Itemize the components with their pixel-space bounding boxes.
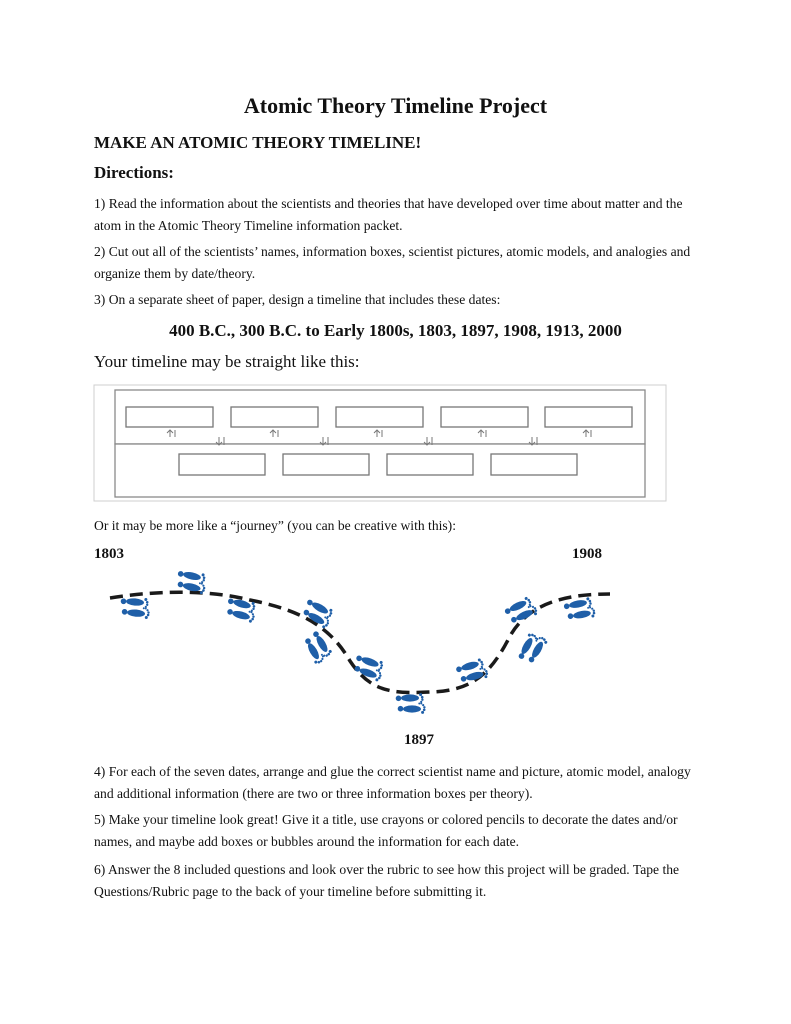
footprints-icon bbox=[396, 693, 426, 714]
timeline-dates: 400 B.C., 300 B.C. to Early 1800s, 1803, 1897, 1908, 1913, 2000 bbox=[169, 321, 622, 340]
step-3: 3) On a separate sheet of paper, design a timeline that includes these dates: bbox=[94, 292, 501, 307]
page-title: Atomic Theory Timeline Project bbox=[243, 93, 548, 118]
step-2: 2) Cut out all of the scientists’ names, information boxes, scientist pictures, atomic models, and analogies and organize them by date/theory. bbox=[94, 244, 691, 281]
journey-timeline-caption: Or it may be more like a “journey” (you can be creative with this): bbox=[94, 518, 456, 533]
step-5: 5) Make your timeline look great! Give it a title, use crayons or colored pencils to decorate the dates and/or names, and maybe add boxes or bubbles around the information for each date. bbox=[94, 812, 678, 849]
timeline-box bbox=[126, 407, 213, 427]
step-4: 4) For each of the seven dates, arrange and glue the correct scientist name and picture, atomic model, analogy and additional information (there are two or three information boxes per theory). bbox=[94, 764, 691, 801]
timeline-box bbox=[491, 454, 577, 475]
journey-year-start: 1803 bbox=[94, 546, 124, 562]
timeline-box bbox=[283, 454, 369, 475]
footprints-icon bbox=[516, 630, 549, 666]
straight-timeline-caption: Your timeline may be straight like this: bbox=[94, 352, 360, 371]
subtitle: MAKE AN ATOMIC THEORY TIMELINE! bbox=[94, 133, 422, 152]
timeline-box bbox=[387, 454, 473, 475]
directions-heading: Directions: bbox=[94, 163, 174, 182]
straight-timeline-diagram bbox=[93, 384, 667, 502]
journey-year-end: 1908 bbox=[572, 546, 602, 562]
journey-timeline-diagram bbox=[100, 566, 630, 726]
timeline-box bbox=[179, 454, 265, 475]
step-1: 1) Read the information about the scientists and theories that have developed over time about matter and the atom in the Atomic Theory Timeline information packet. bbox=[94, 196, 683, 233]
timeline-box bbox=[545, 407, 632, 427]
timeline-box bbox=[336, 407, 423, 427]
footprints-icon bbox=[119, 596, 151, 619]
footprints-icon bbox=[300, 597, 336, 630]
footprints-icon bbox=[563, 596, 596, 622]
footprints-icon bbox=[351, 653, 386, 683]
step-6: 6) Answer the 8 included questions and look over the rubric to see how this project will be graded. Tape the Questions/Rubric page to the back of your timeline before submitting it. bbox=[94, 862, 680, 899]
journey-year-middle: 1897 bbox=[404, 732, 434, 748]
footprints-icon bbox=[455, 657, 489, 685]
timeline-box bbox=[231, 407, 318, 427]
timeline-box bbox=[441, 407, 528, 427]
